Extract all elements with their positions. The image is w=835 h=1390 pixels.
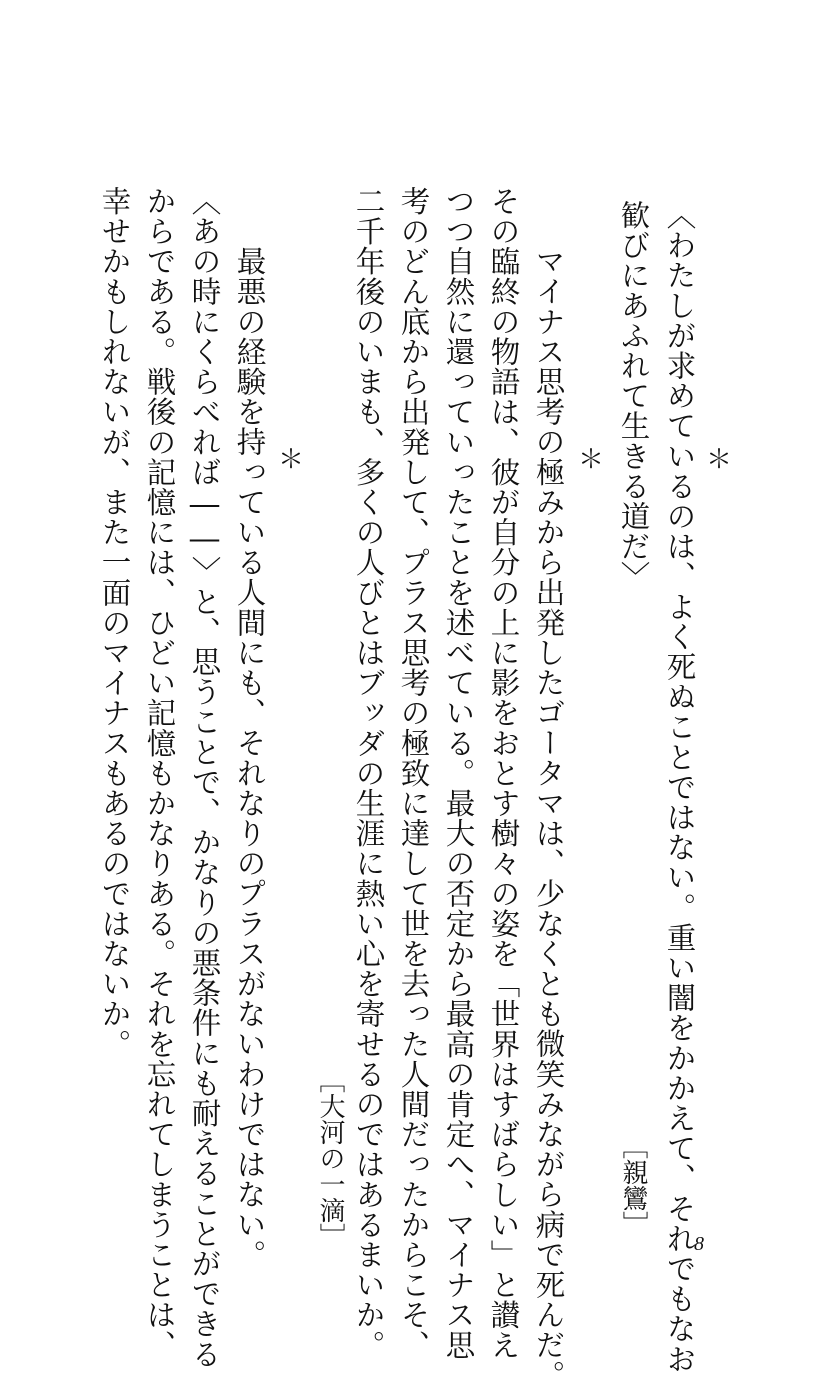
section-3-line-1: 最悪の経験を持っている人間にも、それなりのプラスがないわけではない。 — [232, 216, 267, 1270]
section-2-line-1: マイナス思考の極みから出発したゴータマは、少なくとも微笑みながら病で死んだ。 — [531, 216, 566, 1390]
section-3-line-2: 〈あの時にくらべれば――〉と、思うことで、かなりの悪条件にも耐えることができる — [187, 186, 222, 1369]
section-1-line-2: 歓びにあふれて生きる道だ〉 — [616, 200, 651, 592]
section-2-source: ［大河の一滴］ — [315, 1067, 345, 1249]
section-2-line-3: つつ自然に還っていったことを述べている。最大の否定から最高の肯定へ、マイナス思 — [441, 186, 476, 1360]
page-number: 8 — [694, 1233, 704, 1255]
section-3-line-3: からである。戦後の記憶には、ひどい記憶もかなりある。それを忘れてしまうことは、 — [142, 186, 177, 1360]
section-2-line-2: その臨終の物語は、彼が自分の上に影をおとす樹々の姿を「世界はすばらしい」と讃え — [486, 186, 521, 1360]
section-1-line-1: 〈わたしが求めているのは、よく死ぬことではない。重い闇をかかえて、それでもなお — [662, 200, 697, 1374]
section-separator-2: ＊ — [578, 445, 605, 475]
section-3-line-4: 幸せかもしれないが、また一面のマイナスもあるのではないか。 — [97, 186, 132, 1059]
section-2-line-5: 二千年後のいまも、多くの人びとはブッダの生涯に熱い心を寄せるのではあるまいか。 — [351, 186, 386, 1360]
section-separator-3: ＊ — [278, 445, 305, 475]
section-separator-1: ＊ — [706, 445, 733, 475]
section-1-source: ［親鸞］ — [618, 1133, 648, 1237]
section-2-line-4: 考のどん底から出発して、プラス思考の極致に達して世を去った人間だったからこそ、 — [396, 186, 431, 1360]
